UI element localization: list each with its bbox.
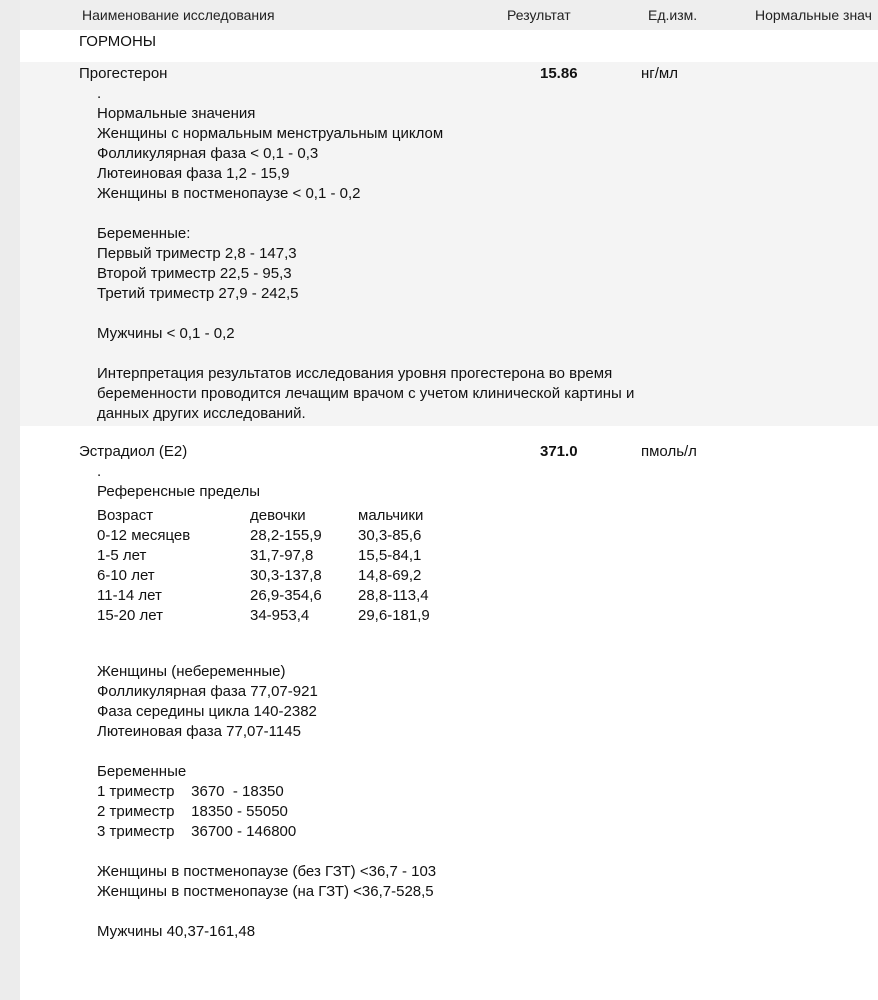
- col-age: Возраст: [97, 507, 154, 524]
- test-name: Прогестерон: [79, 65, 168, 82]
- test-result: 15.86: [540, 65, 578, 82]
- table-row: [97, 526, 497, 546]
- cell-boys: 14,8-69,2: [358, 567, 422, 584]
- table-header: [20, 0, 878, 30]
- col-girls: девочки: [250, 507, 306, 524]
- test-unit: нг/мл: [641, 65, 678, 82]
- cell-girls: 31,7-97,8: [250, 547, 314, 564]
- table-row: [97, 546, 497, 566]
- header-norm: Нормальные знач: [755, 7, 872, 23]
- header-result: Результат: [507, 7, 571, 23]
- lab-report-page: [20, 0, 878, 1000]
- cell-boys: 28,8-113,4: [358, 587, 429, 604]
- cell-age: 15-20 лет: [97, 607, 163, 624]
- cell-girls: 34-953,4: [250, 607, 310, 624]
- table-row: [97, 606, 497, 626]
- reference-intro: . Референсные пределы: [97, 463, 261, 500]
- header-name: Наименование исследования: [82, 7, 275, 23]
- cell-girls: 30,3-137,8: [250, 567, 322, 584]
- test-progesterone: [20, 62, 878, 426]
- cell-age: 1-5 лет: [97, 547, 147, 564]
- cell-girls: 26,9-354,6: [250, 587, 322, 604]
- reference-note: . Нормальные значения Женщины с нормальным менструальным циклом Фолликулярная фаза < 0,1 - 0,3 Лютеиновая фаза 1,2 - 15,9 Женщины в постменопаузе < 0,1 - 0,2 Беременные: Первый триместр 2,8 - 147,3 Второй триместр 22,5 - 95,3 Третий триместр 27,9 - 242,5 Мужчины < 0,1 - 0,2 Интерпретация результатов исследования уровня прогестерона во время беременности проводится лечащим врачом с учетом клинической картины и данных других исследований.: [97, 85, 635, 422]
- section-title: ГОРМОНЫ: [79, 33, 157, 50]
- cell-boys: 29,6-181,9: [358, 607, 430, 624]
- test-name: Эстрадиол (E2): [79, 443, 188, 460]
- cell-age: 0-12 месяцев: [97, 527, 191, 544]
- cell-boys: 30,3-85,6: [358, 527, 422, 544]
- cell-age: 6-10 лет: [97, 567, 155, 584]
- cell-boys: 15,5-84,1: [358, 547, 422, 564]
- reference-note: Женщины (небеременные) Фолликулярная фаза 77,07-921 Фаза середины цикла 140-2382 Лютеиновая фаза 77,07-1145 Беременные 1 триместр 3670 - 18350 2 триместр 18350 - 55050 3 триместр 36700 - 146800 Женщины в постменопаузе (без ГЗТ) <36,7 - 103 Женщины в постменопаузе (на ГЗТ) <36,7-528,5 Мужчины 40,37-161,48: [97, 663, 437, 940]
- table-row: [97, 566, 497, 586]
- col-boys: мальчики: [358, 507, 424, 524]
- table-header-row: [97, 506, 497, 526]
- table-row: [97, 586, 497, 606]
- cell-girls: 28,2-155,9: [250, 527, 322, 544]
- left-margin: [0, 0, 20, 1000]
- test-result: 371.0: [540, 443, 578, 460]
- cell-age: 11-14 лет: [97, 587, 162, 604]
- header-unit: Ед.изм.: [648, 7, 698, 23]
- test-estradiol: [20, 440, 878, 960]
- section-hormones: [20, 30, 878, 62]
- test-unit: пмоль/л: [641, 443, 697, 460]
- age-reference-table: [97, 506, 497, 626]
